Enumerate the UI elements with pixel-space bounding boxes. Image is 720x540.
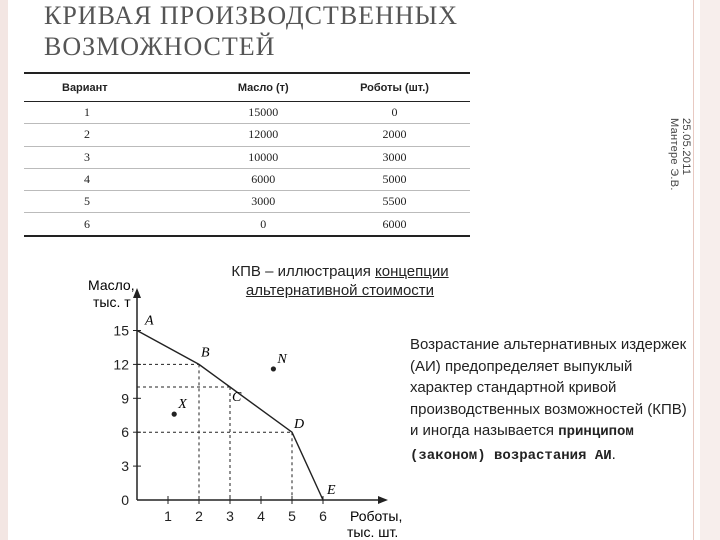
point-label-e: E: [327, 483, 336, 498]
caption-line-2: альтернативной стоимости: [245, 282, 435, 299]
caption-underlined: концепции: [375, 263, 449, 280]
table-cell: 1: [24, 102, 208, 124]
chart-caption: [190, 262, 490, 300]
note-end: .: [611, 445, 616, 463]
point-label-c: C: [232, 390, 242, 405]
table-header-row: [24, 73, 470, 102]
table-row: [24, 124, 470, 146]
note-bold-2: (законом) возрастания АИ: [410, 447, 612, 464]
slide-author: Мантере Э.В.: [668, 118, 680, 191]
explanation-note: [410, 334, 690, 467]
table-cell: 4: [24, 168, 208, 190]
table-cell: 2000: [319, 124, 470, 146]
slide-title-line-1: КРИВАЯ ПРОИЗВОДСТВЕННЫХ: [44, 1, 459, 30]
table-cell: 5000: [319, 168, 470, 190]
y-tick-label: 3: [121, 458, 129, 475]
table-row: [24, 168, 470, 190]
table-cell: 5: [24, 191, 208, 213]
note-bold-1: принципом: [558, 424, 634, 440]
slide-title: [44, 0, 458, 62]
x-axis-arrow: [378, 496, 388, 504]
y-tick-label: 9: [121, 390, 129, 407]
table-cell: 3000: [208, 191, 320, 213]
point-label-a: A: [145, 313, 154, 329]
caption-line-1: [190, 262, 490, 281]
y-tick-label: 15: [113, 322, 129, 339]
slide-date: 25.05.2011: [680, 118, 692, 176]
y-axis-label: Масло,: [88, 277, 135, 293]
table-row: [24, 102, 470, 124]
production-table: [24, 72, 470, 237]
table-header-variant: Вариант: [24, 73, 208, 102]
point-label-b: B: [201, 345, 210, 361]
table-cell: 6000: [319, 213, 470, 236]
ppf-curve: [137, 331, 323, 501]
y-tick-label: 0: [121, 492, 129, 508]
x-tick-label: 4: [257, 508, 265, 524]
y-tick-label: 12: [113, 356, 129, 373]
y-axis-unit: тыс. т: [93, 294, 131, 310]
point-x: [172, 412, 177, 417]
table-row: [24, 213, 470, 236]
table-cell: 15000: [208, 102, 320, 124]
table-cell: 0: [208, 213, 320, 236]
table-cell: 10000: [208, 146, 320, 168]
right-divider-line: [693, 0, 694, 540]
table-cell: 6000: [208, 168, 320, 190]
point-label-d: D: [294, 417, 305, 433]
slide-title-line-2: ВОЗМОЖНОСТЕЙ: [44, 32, 276, 61]
table-header-robots: Роботы (шт.): [319, 73, 470, 102]
right-accent-stripe: [700, 0, 720, 540]
x-tick-label: 3: [226, 508, 234, 524]
table-cell: 12000: [208, 124, 320, 146]
y-tick-label: 6: [121, 424, 129, 441]
point-label-x: X: [178, 397, 187, 413]
x-axis-label: Роботы,: [350, 508, 403, 524]
table-cell: 2: [24, 124, 208, 146]
x-tick-label: 2: [195, 508, 203, 524]
x-tick-label: 6: [319, 508, 327, 524]
table-cell: 5500: [319, 191, 470, 213]
x-axis-unit: тыс. шт.: [347, 524, 399, 540]
caption-text: КПВ – иллюстрация: [231, 263, 376, 280]
x-tick-label: 5: [288, 508, 296, 524]
point-n: [271, 366, 276, 371]
x-tick-label: 1: [164, 508, 172, 524]
table-cell: 3000: [319, 146, 470, 168]
table-cell: 3: [24, 146, 208, 168]
table-row: [24, 146, 470, 168]
side-footer: [668, 118, 692, 191]
table-row: [24, 191, 470, 213]
table-cell: 0: [319, 102, 470, 124]
point-label-n: N: [277, 351, 287, 367]
ppf-chart: [0, 270, 420, 540]
note-text: Возрастание альтернативных издержек (АИ) предопределяет выпуклый характер стандартной кривой производственных возможностей (КПВ) и иногда называется: [410, 336, 687, 439]
table-cell: 6: [24, 213, 208, 236]
table-header-butter: Масло (т): [208, 73, 320, 102]
